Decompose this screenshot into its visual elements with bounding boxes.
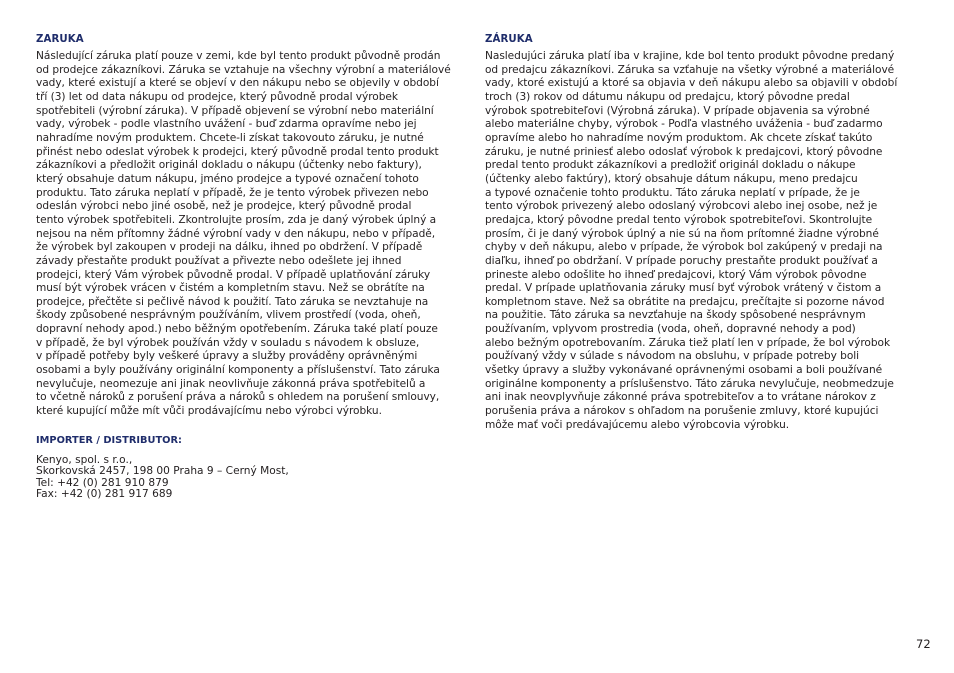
- slovak-warranty-heading: ZÁRUKA: [485, 34, 533, 45]
- czech-warranty-heading: ZARUKA: [36, 34, 84, 45]
- czech-warranty-text: Následující záruka platí pouze v zemi, kde byl tento produkt původně prodán od prodejce zákazníkovi. Záruka se vztahuje na všechny výrobní a materiálové vady, které existují a které se objeví v den nákupu nebo se objevily v období tří (3) let od data nákupu od prodejce, který původně prodal výrobek spotřebiteli (výrobní záruka). V případě objevení se výrobní nebo materiální vady, výrobek - podle vlastního uvážení - buď zdarma opravíme nebo jej nahradíme novým produktem. Chcete-li získat takovouto záruku, je nutné přinést nebo odeslat výrobek k prodejci, který původně prodal tento produkt zákazníkovi a předložit originál dokladu o nákupu (účtenky nebo faktury), který obsahuje datum nákupu, jméno prodejce a typové označení tohoto produktu. Tato záruka neplatí v případě, že je tento výrobek přivezen nebo odeslán výrobci nebo jiné osobě, než je prodejce, který původně prodal tento výrobek spotřebiteli. Zkontrolujte prosím, zda je daný výrobek úplný a nejsou na něm přítomny žádné výrobní vady v den nákupu, nebo v případě, že výrobek byl zakoupen v prodeji na dálku, ihned po obdržení. V případě závady přestaňte produkt používat a přivezte nebo odešlete jej ihned prodejci, který Vám výrobek původně prodal. V případě uplatňování záruky musí být výrobek vrácen v čistém a kompletním stavu. Než se obrátíte na prodejce, přečtěte si pečlivě návod k použití. Tato záruka se nevztahuje na škody způsobené nesprávným používáním, vlivem prostředí (voda, oheň, dopravní nehody apod.) nebo běžným opotřebením. Záruka také platí pouze v případě, že byl výrobek používán vždy v souladu s návodem k obsluze, v případě potřeby byly veškeré úpravy a služby prováděny oprávněnými osobami a byly používány originální komponenty a příslušenství. Tato záruka nevylučuje, neomezuje ani jinak neovlivňuje zákonná práva spotřebitelů a to včetně nároků z porušení práva a nároků s ohledem na porušení smlouvy, které kupující může mít vůči prodávajícímu nebo výrobci výrobku.: [36, 50, 451, 418]
- slovak-warranty-column: [485, 34, 925, 432]
- importer-contact: Kenyo, spol. s r.o., Skorkovská 2457, 198 00 Praha 9 – Cerný Most, Tel: +42 (0) 281 910 879 Fax: +42 (0) 281 917 689: [36, 453, 289, 501]
- slovak-warranty-text: Nasledujúci záruka platí iba v krajine, kde bol tento produkt pôvodne predaný od predajcu zákazníkovi. Záruka sa vzťahuje na všetky výrobné a materiálové vady, ktoré existujú a ktoré sa objavia v deň nákupu alebo sa objavili v období troch (3) rokov od dátumu nákupu od predajcu, ktorý pôvodne predal výrobok spotrebiteľovi (Výrobná záruka). V prípade objavenia sa výrobné alebo materiálne chyby, výrobok - Podľa vlastného uváženia - buď zadarmo opravíme alebo ho nahradíme novým produktom. Ak chcete získať takúto záruku, je nutné priniesť alebo odoslať výrobok k predajcovi, ktorý pôvodne predal tento produkt zákazníkovi a predložiť originál dokladu o nákupe (účtenky alebo faktúry), ktorý obsahuje dátum nákupu, meno predajcu a typové označenie tohto produktu. Táto záruka neplatí v prípade, že je tento výrobok privezený alebo odoslaný výrobcovi alebo inej osobe, než je predajca, ktorý pôvodne predal tento výrobok spotrebiteľovi. Skontrolujte prosím, či je daný výrobok úplný a nie sú na ňom prítomné žiadne výrobné chyby v deň nákupu, alebo v prípade, že výrobok bol zakúpený v predaji na diaľku, ihneď po obdržaní. V prípade poruchy prestaňte produkt používať a prineste alebo odošlite ho ihneď predajcovi, ktorý Vám výrobok pôvodne predal. V prípade uplatňovania záruky musí byť výrobok vrátený v čistom a kompletnom stave. Než sa obrátite na predajcu, prečítajte si pozorne návod na použitie. Táto záruka sa nevzťahuje na škody spôsobené nesprávnym používaním, vplyvom prostredia (voda, oheň, dopravné nehody a pod) alebo bežným opotrebovaním. Záruka tiež platí len v prípade, že bol výrobok používaný vždy v súlade s návodom na obsluhu, v prípade potreby boli všetky úpravy a služby vykonávané oprávnenými osobami a boli používané originálne komponenty a príslušenstvo. Táto záruka nevylučuje, neobmedzuje ani inak neovplyvňuje zákonné práva spotrebiteľov a to vrátane nárokov z porušenia práva a nárokov s ohľadom na porušenie zmluvy, ktoré kupujúci môže mať voči predávajúcemu alebo výrobcovia výrobku.: [485, 50, 898, 431]
- czech-warranty-column: [36, 34, 470, 501]
- importer-heading: IMPORTER / DISTRIBUTOR:: [36, 434, 182, 446]
- page-number: 72: [916, 637, 931, 651]
